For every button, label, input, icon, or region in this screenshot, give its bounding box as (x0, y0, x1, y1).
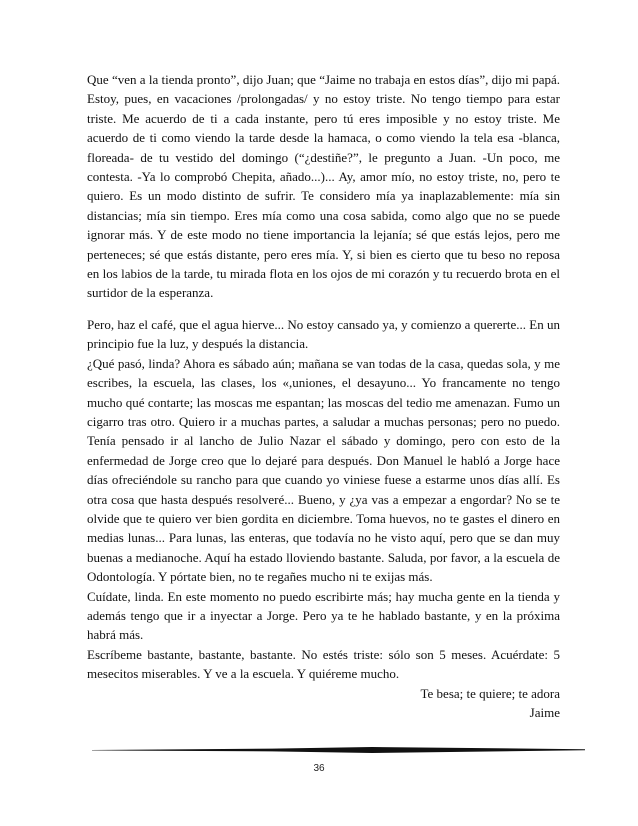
paragraph-2: Pero, haz el café, que el agua hierve... No estoy cansado ya, y comienzo a quererte... En un principio fue la luz, y después la distancia. (87, 316, 560, 352)
letter-body (87, 70, 560, 722)
footer-divider (92, 747, 585, 753)
footer-divider-shape (92, 747, 585, 753)
paragraph-3: ¿Qué pasó, linda? Ahora es sábado aún; mañana se van todas de la casa, quedas sola, y me escribes, la escuela, las clases, los «,uniones, el desayuno... Yo francamente no tengo mucho qué contarte; las moscas me espantan; las moscas del tedio me amenazan. Fumo un cigarro tras otro. Quiero ir a muchas partes, a saludar a muchas personas; pero no puedo. Tenía pensado ir al lancho de Julio Nazar el sábado y domingo, pero con esto de la enfermedad de Jorge creo que lo dejaré para después. Don Manuel le habló a Jorge hace días ofreciéndole su rancho para que cuando yo viniese fuese a estarme unos días allí. Es otra cosa que hasta después resolveré... Bueno, y ¿ya vas a empezar a engordar? No se te olvide que te quiero ver bien gordita en diciembre. Toma huevos, no te gastes el dinero en medias lunas... Para lunas, las enteras, que todavía no he visto aquí, pero que se dan muy buenas a medianoche. Aquí ha estado lloviendo bastante. Saluda, por favor, a la escuela de Odontología. Y pórtate bien, no te regañes mucho ni te exijas más. (87, 355, 560, 585)
paragraph-1: Que “ven a la tienda pronto”, dijo Juan; que “Jaime no trabaja en estos días”, dijo mi papá. Estoy, pues, en vacaciones /prolongadas/ y no estoy triste. No tengo tiempo para estar triste. Me acuerdo de ti a cada instante, pero tú eres imposible y no estoy triste. Me acuerdo de ti como viendo la tarde desde la hamaca, o como viendo la tela esa -blanca, floreada- de tu vestido del domingo (“¿destiñe?”, le pregunto a Juan. -Un poco, me contesta. -Ya lo comprobó Chepita, añado...)... Ay, amor mío, no estoy triste, no, pero te quiero. Es un modo distinto de sufrir. Te considero mía ya inaplazablemente: mía sin distancias; mía sin tiempo. Eres mía como una cosa sabida, como algo que no se puede ignorar más. Y de este modo no tiene importancia la lejanía; sé que estás lejos, pero me perteneces; sé que estás distante, pero eres mía. Y, si bien es cierto que tu beso no reposa en los labios de la tarde, tu mirada flota en los ojos de mi corazón y tu recuerdo brota en el surtidor de la esperanza. (87, 72, 560, 301)
page-number: 36 (313, 763, 325, 774)
paragraph-5: Escríbeme bastante, bastante, bastante. No estés triste: sólo son 5 meses. Acuérdate: 5 mesecitos miserables. Y ve a la escuela. Y quiéreme mucho. (87, 646, 560, 682)
paragraph-4: Cuídate, linda. En este momento no puedo escribirte más; hay mucha gente en la tienda y además tengo que ir a inyectar a Jorge. Pero ya te he hablado bastante, y en la próxima habrá más. (87, 588, 560, 643)
signature: Jaime (529, 705, 560, 720)
closing-line: Te besa; te quiere; te adora (420, 685, 560, 701)
